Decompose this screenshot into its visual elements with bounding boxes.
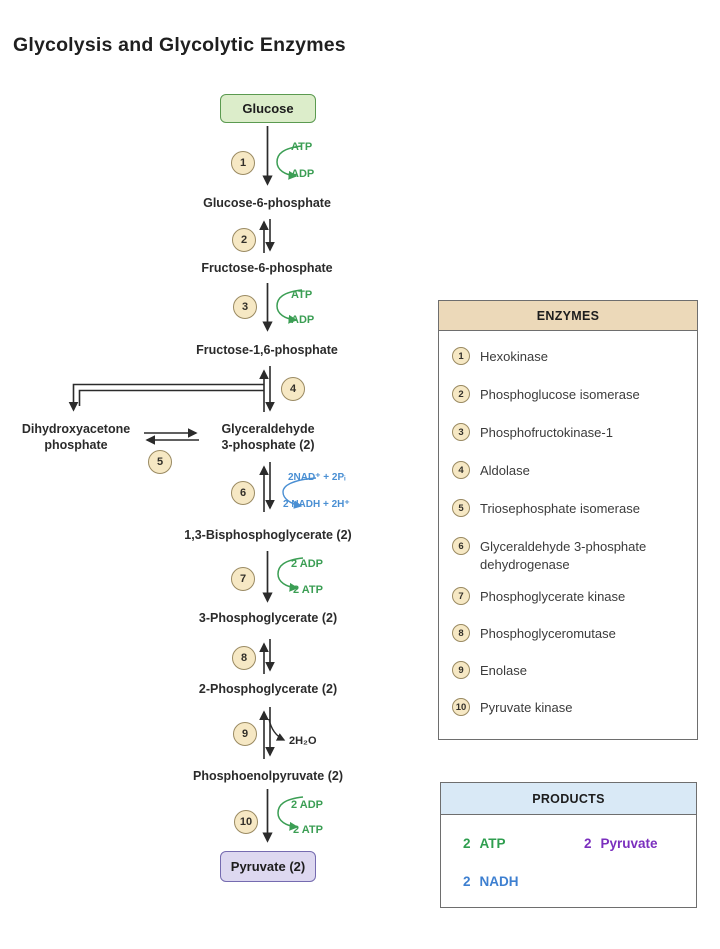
step1-atp-label: ATP (291, 141, 313, 153)
enzyme-5-label: Triosephosphate isomerase (480, 501, 640, 516)
dhap-label-line2: phosphate (44, 437, 108, 452)
enzyme-10-label: Pyruvate kinase (480, 700, 573, 715)
step-2-badge: 2 (232, 228, 256, 252)
step-10-badge: 10 (234, 810, 258, 834)
g3p-label-line1: Glyceraldehyde (221, 422, 315, 436)
step10-atp-label: 2 ATP (293, 824, 323, 836)
step10-adp-label: 2 ADP (291, 799, 323, 811)
arrow-step4-branch-outer (74, 385, 265, 411)
product-pyruvate (584, 836, 658, 851)
bpg-label: 1,3-Bisphosphoglycerate (2) (184, 528, 352, 542)
step6-nad-label: 2NAD⁺ + 2Pᵢ (288, 472, 346, 483)
enzyme-6-badge: 6 (452, 537, 470, 555)
3pg-label: 3-Phosphoglycerate (2) (198, 611, 338, 625)
enzyme-9-badge: 9 (452, 661, 470, 679)
2pg-label: 2-Phosphoglycerate (2) (198, 682, 338, 696)
product-atp-qty: 2 (463, 836, 471, 851)
product-pyruvate-qty: 2 (584, 836, 592, 851)
enzyme-2-badge: 2 (452, 385, 470, 403)
product-nadh (463, 874, 519, 889)
step-5-badge: 5 (148, 450, 172, 474)
pyruvate-node: Pyruvate (2) (220, 851, 316, 882)
product-atp (463, 836, 506, 851)
enzyme-2-label: Phosphoglucose isomerase (480, 387, 640, 402)
step7-adp-label: 2 ADP (291, 558, 323, 570)
products-panel-header: PRODUCTS (441, 783, 696, 815)
step7-atp-label: 2 ATP (293, 584, 323, 596)
product-nadh-name: NADH (479, 874, 519, 889)
step-6-badge: 6 (231, 481, 255, 505)
step-3-badge: 3 (233, 295, 257, 319)
enzyme-1-badge: 1 (452, 347, 470, 365)
dhap-label-line1: Dihydroxyacetone (21, 422, 131, 436)
step-4-badge: 4 (281, 377, 305, 401)
step3-atp-label: ATP (291, 289, 313, 301)
pep-label: Phosphoenolpyruvate (2) (192, 769, 344, 783)
enzyme-8-label: Phosphoglyceromutase (480, 626, 616, 641)
product-atp-name: ATP (479, 836, 506, 851)
f6p-label: Fructose-6-phosphate (201, 261, 333, 275)
glucose-node: Glucose (220, 94, 316, 123)
enzyme-4-badge: 4 (452, 461, 470, 479)
enzyme-3-label: Phosphofructokinase-1 (480, 425, 613, 440)
step-9-badge: 9 (233, 722, 257, 746)
enzyme-4-label: Aldolase (480, 463, 530, 478)
step9-water-label: 2H₂O (289, 735, 317, 747)
enzyme-8-badge: 8 (452, 624, 470, 642)
enzyme-7-label: Phosphoglycerate kinase (480, 589, 626, 604)
arrow-step4-branch-inner (80, 391, 265, 407)
step-7-badge: 7 (231, 567, 255, 591)
enzyme-1-label: Hexokinase (480, 349, 548, 364)
g6p-label: Glucose-6-phosphate (203, 196, 331, 210)
product-nadh-qty: 2 (463, 874, 471, 889)
product-pyruvate-name: Pyruvate (600, 836, 658, 851)
page-title: Glycolysis and Glycolytic Enzymes (13, 34, 346, 56)
cofactor-curve-step9 (269, 719, 284, 740)
step-1-badge: 1 (231, 151, 255, 175)
f16p-label: Fructose-1,6-phosphate (196, 343, 338, 357)
step1-adp-label: ADP (291, 168, 315, 180)
enzyme-10-badge: 10 (452, 698, 470, 716)
enzyme-5-badge: 5 (452, 499, 470, 517)
enzyme-6-label: Glyceraldehyde 3-phosphate dehydrogenase (480, 539, 647, 572)
step-8-badge: 8 (232, 646, 256, 670)
enzyme-9-label: Enolase (480, 663, 527, 678)
enzymes-panel-header: ENZYMES (439, 301, 697, 331)
dhap-label (22, 422, 130, 453)
step6-nadh-label: 2 NADH + 2H⁺ (283, 499, 350, 510)
step3-adp-label: ADP (291, 314, 315, 326)
g3p-label (221, 422, 314, 453)
enzyme-3-badge: 3 (452, 423, 470, 441)
enzyme-7-badge: 7 (452, 587, 470, 605)
g3p-label-line2: 3-phosphate (2) (221, 437, 315, 452)
